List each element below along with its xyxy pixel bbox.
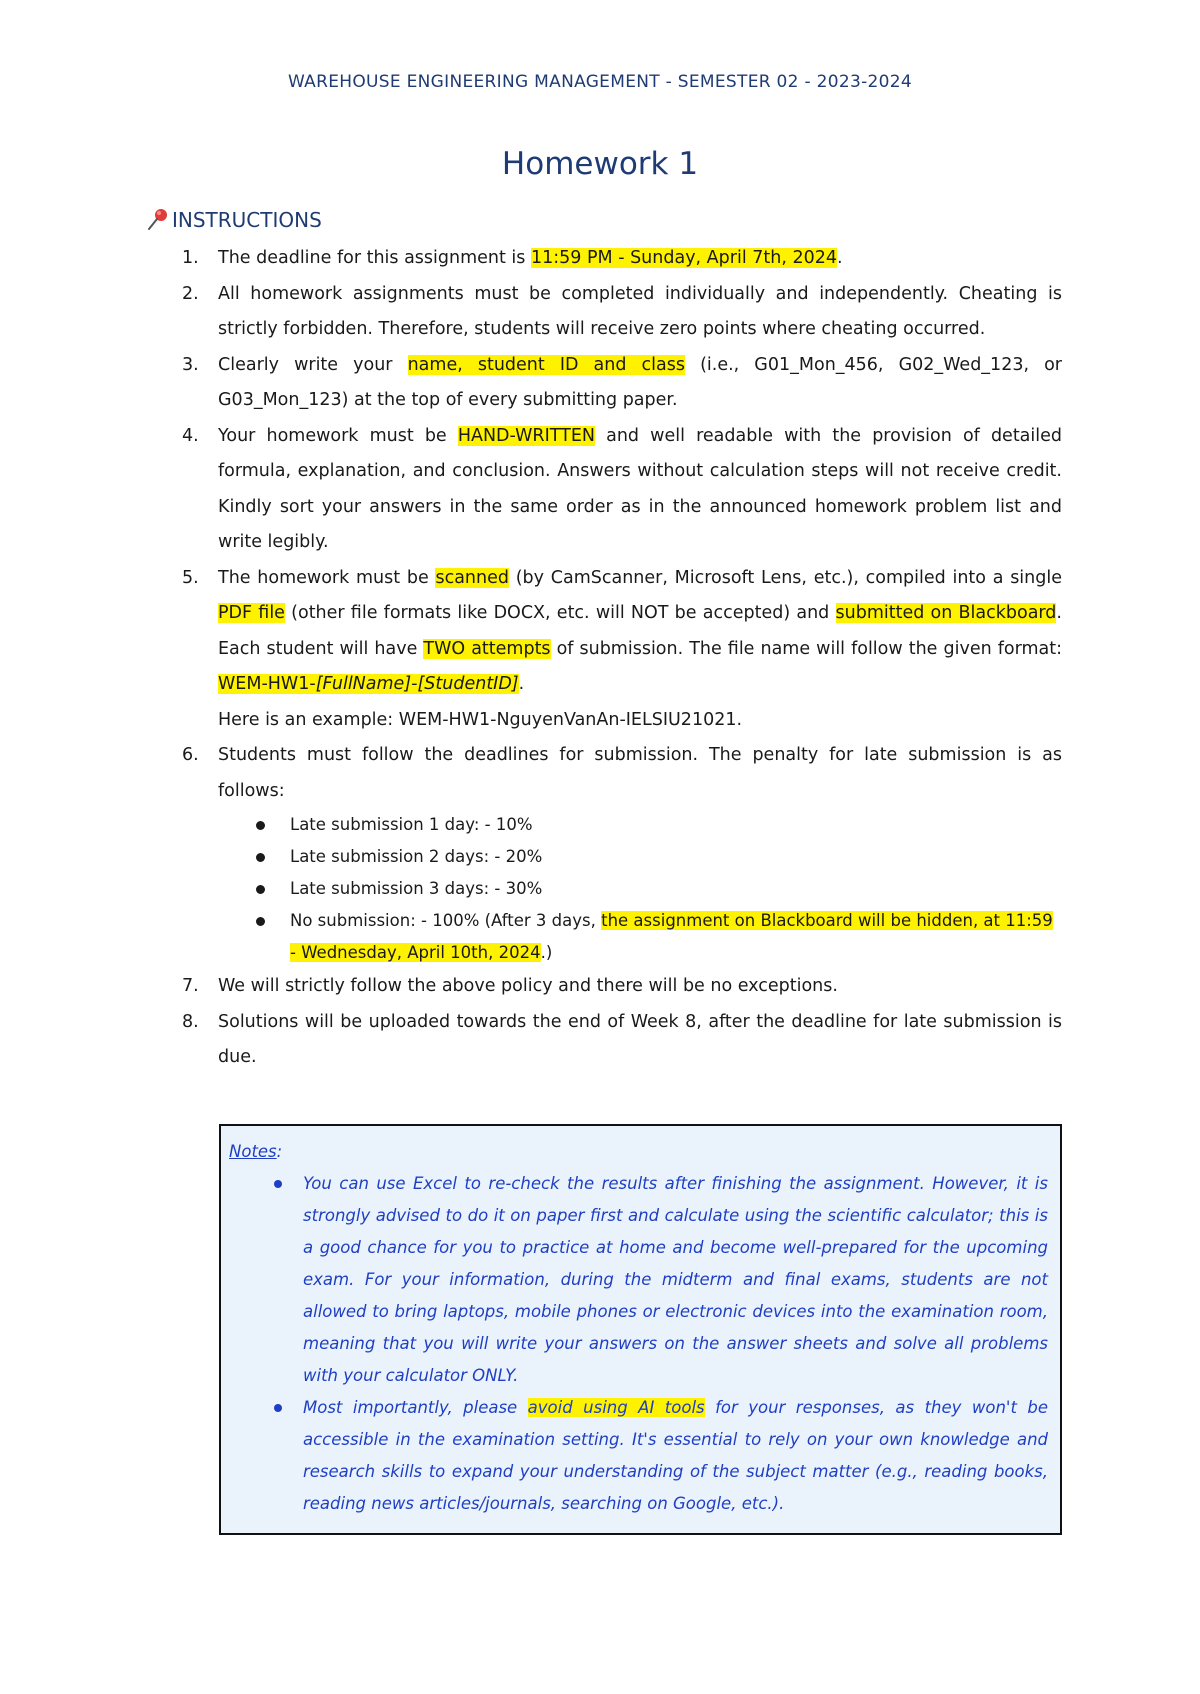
list-item	[146, 419, 1062, 561]
penalty-text: No submission: - 100% (After 3 days,	[290, 911, 602, 930]
list-item	[146, 969, 1062, 1005]
item-text: Your homework must be	[218, 425, 458, 446]
bullet-icon	[256, 821, 265, 830]
item-text: of submission. The file name will follow the given format:	[550, 638, 1062, 659]
item-text: . Each student will have	[218, 603, 1062, 659]
item-number: 3.	[182, 354, 199, 375]
penalty-item	[218, 905, 1062, 969]
page-title: Homework 1	[501, 146, 699, 182]
item-text: Clearly write your	[218, 354, 408, 375]
note-text: You can use Excel to re-check the results after finishing the assignment. However, it is strongly advised to do it on paper first and calculate using the scientific calculator; this is a good chance for you to practice at home and become well-prepared for the upcoming exam. For your information, during the midterm and final exams, students are not allowed to bring laptops, mobile phones or electronic devices into the examination room, meaning that you will write your answers on the answer sheets and solve all problems with your calculator ONLY.	[303, 1174, 1048, 1385]
instructions-list	[146, 241, 1062, 1076]
notes-title: Notes	[229, 1142, 277, 1161]
highlight-name-id-class: name, student ID and class	[407, 354, 685, 375]
penalty-text: Late submission 3 days: - 30%	[290, 879, 543, 898]
item-text: The deadline for this assignment is	[218, 248, 531, 268]
note-text: for your responses, as they won't be accessible in the examination setting. It's essential to rely on your own knowledge and research skills to expand your understanding of the subject matter (e.g., reading books, reading news articles/journals, searching on Google, etc.).	[303, 1398, 1048, 1513]
highlight-hidden-date: the assignment on Blackboard will be hidden, at 11:59 - Wednesday, April 10th, 2024	[290, 911, 1053, 962]
course-header: WAREHOUSE ENGINEERING MANAGEMENT - SEMESTER 02 - 2023-2024	[288, 72, 912, 92]
item-text: and well readable with the provision of detailed formula, explanation, and conclusion. Answers without calculation steps will not receive credit. Kindly sort your answers in the same order as in the announced homework problem list and write legibly.	[218, 425, 1063, 552]
item-text: (i.e., G01_Mon_456, G02_Wed_123, or G03_Mon_123) at the top of every submitting paper.	[218, 354, 1063, 410]
penalty-text: .)	[540, 943, 553, 962]
penalty-text: Late submission 1 day: - 10%	[290, 815, 533, 834]
list-item	[146, 241, 1062, 277]
note-item	[229, 1168, 1048, 1392]
note-text: Most importantly, please	[303, 1398, 528, 1417]
note-item	[229, 1392, 1048, 1520]
penalty-list	[218, 809, 1062, 969]
item-number: 2.	[182, 283, 199, 304]
notes-colon: :	[276, 1142, 283, 1161]
item-text: (other file formats like DOCX, etc. will NOT be accepted) and	[284, 603, 836, 623]
item-text: The homework must be	[218, 567, 436, 588]
pushpin-icon	[146, 207, 170, 231]
highlight-file-format-italic: [FullName]-[StudentID]	[315, 674, 519, 694]
highlight-scanned: scanned	[435, 567, 509, 588]
item-number: 6.	[182, 745, 199, 765]
item-number: 1.	[182, 248, 199, 268]
penalty-text: Late submission 2 days: - 20%	[290, 847, 543, 866]
list-item	[146, 1005, 1062, 1076]
highlight-pdf-file: PDF file	[218, 603, 285, 623]
highlight-file-format: WEM-HW1-	[218, 674, 316, 694]
item-text: Solutions will be uploaded towards the end of Week 8, after the deadline for late submission is due.	[218, 1011, 1062, 1067]
highlight-deadline: 11:59 PM - Sunday, April 7th, 2024	[530, 248, 837, 268]
item-number: 4.	[182, 425, 199, 446]
highlight-blackboard: submitted on Blackboard	[835, 603, 1057, 623]
bullet-icon	[256, 917, 265, 926]
item-text: .	[518, 674, 525, 694]
bullet-icon	[256, 885, 265, 894]
item-number: 8.	[182, 1011, 199, 1032]
instructions-heading	[146, 207, 322, 232]
instructions-label: INSTRUCTIONS	[172, 208, 322, 232]
item-number: 5.	[182, 567, 199, 588]
highlight-ai-tools: avoid using AI tools	[527, 1398, 705, 1417]
item-text: All homework assignments must be completed individually and independently. Cheating is strictly forbidden. Therefore, students will receive zero points where cheating occurred.	[218, 283, 1062, 339]
item-text: We will strictly follow the above policy and there will be no exceptions.	[218, 976, 838, 996]
notes-heading	[229, 1136, 1048, 1168]
list-item	[146, 561, 1062, 739]
item-text: Students must follow the deadlines for submission. The penalty for late submission is as follows:	[218, 745, 1062, 801]
penalty-item	[218, 841, 1062, 873]
notes-box	[219, 1124, 1062, 1535]
item-text: .	[837, 248, 843, 268]
highlight-handwritten: HAND-WRITTEN	[457, 425, 595, 446]
list-item	[146, 738, 1062, 969]
penalty-item	[218, 873, 1062, 905]
list-item	[146, 277, 1062, 348]
list-item	[146, 348, 1062, 419]
item-number: 7.	[182, 976, 199, 996]
filename-example: Here is an example: WEM-HW1-NguyenVanAn-IELSIU21021.	[218, 709, 743, 730]
bullet-icon	[274, 1180, 282, 1188]
penalty-item	[218, 809, 1062, 841]
bullet-icon	[256, 853, 265, 862]
notes-list	[229, 1168, 1048, 1520]
item-text: (by CamScanner, Microsoft Lens, etc.), compiled into a single	[508, 567, 1062, 588]
highlight-two-attempts: TWO attempts	[423, 638, 551, 659]
bullet-icon	[274, 1404, 282, 1412]
